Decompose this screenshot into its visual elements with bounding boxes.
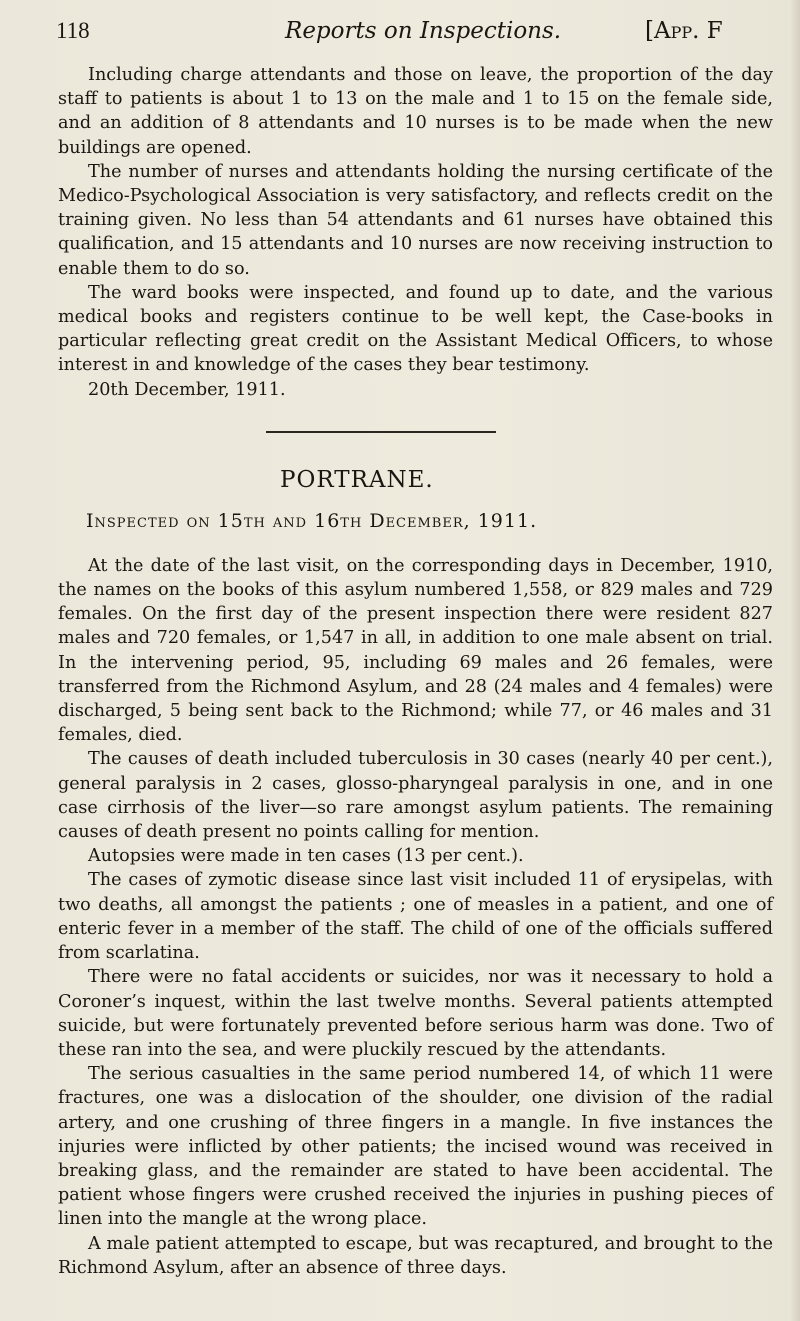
appendix-label: [App. F xyxy=(645,18,723,44)
running-header xyxy=(40,14,770,48)
page-edge-shadow xyxy=(790,0,800,1321)
paragraph: A male patient attempted to escape, but was recaptured, and brought to the Richmond Asylum, after an absence of three days. xyxy=(58,1233,773,1278)
page-body xyxy=(58,63,773,1280)
section-divider xyxy=(266,431,496,433)
paragraph: The ward books were inspected, and found up to date, and the various medical books and registers continue to be well kept, the Case-books in particular reflecting great credit on the Assistant Medical Officers, to whose interest in and knowledge of the cases they bear testimony. xyxy=(58,282,773,376)
paragraph: The cases of zymotic disease since last visit included 11 of erysipelas, with two deaths, all amongst the patients ; one of measles in a patient, and one of enteric fever in a member of the staff. The child of one of the officials suffered from scarlatina. xyxy=(58,870,773,964)
paragraph: Autopsies were made in ten cases (13 per cent.). xyxy=(88,846,524,867)
paragraph: The number of nurses and attendants holding the nursing certificate of the Medico-Psychological Association is very satisfactory, and reflects credit on the training given. No less than 54 attendants and 61 nurses have obtained this qualification, and 15 attendants and 10 nurses are now receiving instruction to enable them to do so. xyxy=(58,161,773,279)
paragraph: There were no fatal accidents or suicides, nor was it necessary to hold a Coroner’s inquest, within the last twelve months. Several patients attempted suicide, but were fortunately prevented before serious harm was done. Two of these ran into the sea, and were pluckily rescued by the attendants. xyxy=(58,967,773,1060)
running-title: Reports on Inspections. xyxy=(285,18,562,44)
report-date: 20th December, 1911. xyxy=(88,379,286,400)
paragraph: The serious casualties in the same period numbered 14, of which 11 were fractures, one was a dislocation of the shoulder, one division of the radial artery, and one crushing of three fingers in a mangle. In five instances the injuries were inflicted by other patients; the incised wound was received in breaking glass, and the remainder are stated to have been accidental. The patient whose fingers were crushed received the injuries in pushing pieces of linen into the mangle at the wrong place. xyxy=(58,1064,773,1230)
paragraph: The causes of death included tuberculosis in 30 cases (nearly 40 per cent.), general paralysis in 2 cases, glosso-pharyngeal paralysis in one, and in one case cirrhosis of the liver—so rare amongst asylum patients. The remaining causes of death present no points calling for mention. xyxy=(58,749,773,843)
paragraph: Including charge attendants and those on leave, the proportion of the day staff to patients is about 1 to 13 on the male and 1 to 15 on the female side, and an addition of 8 attendants and 10 nurses is to be made when the new buildings are opened. xyxy=(58,65,773,158)
paragraph: At the date of the last visit, on the corresponding days in December, 1910, the names on the books of this asylum numbered 1,558, or 829 males and 729 females. On the first day of the present inspection there were resident 827 males and 720 females, or 1,547 in all, in addition to one male absent on trial. In the intervening period, 95, including 69 males and 26 females, were transferred from the Richmond Asylum, and 28 (24 males and 4 females) were discharged, 5 being sent back to the Richmond; while 77, or 46 males and 31 females, died. xyxy=(58,555,773,746)
section-subheading: Inspected on 15th and 16th December, 1911. xyxy=(86,509,538,532)
section-heading: PORTRANE. xyxy=(280,466,434,493)
page-number: 118 xyxy=(56,18,90,43)
